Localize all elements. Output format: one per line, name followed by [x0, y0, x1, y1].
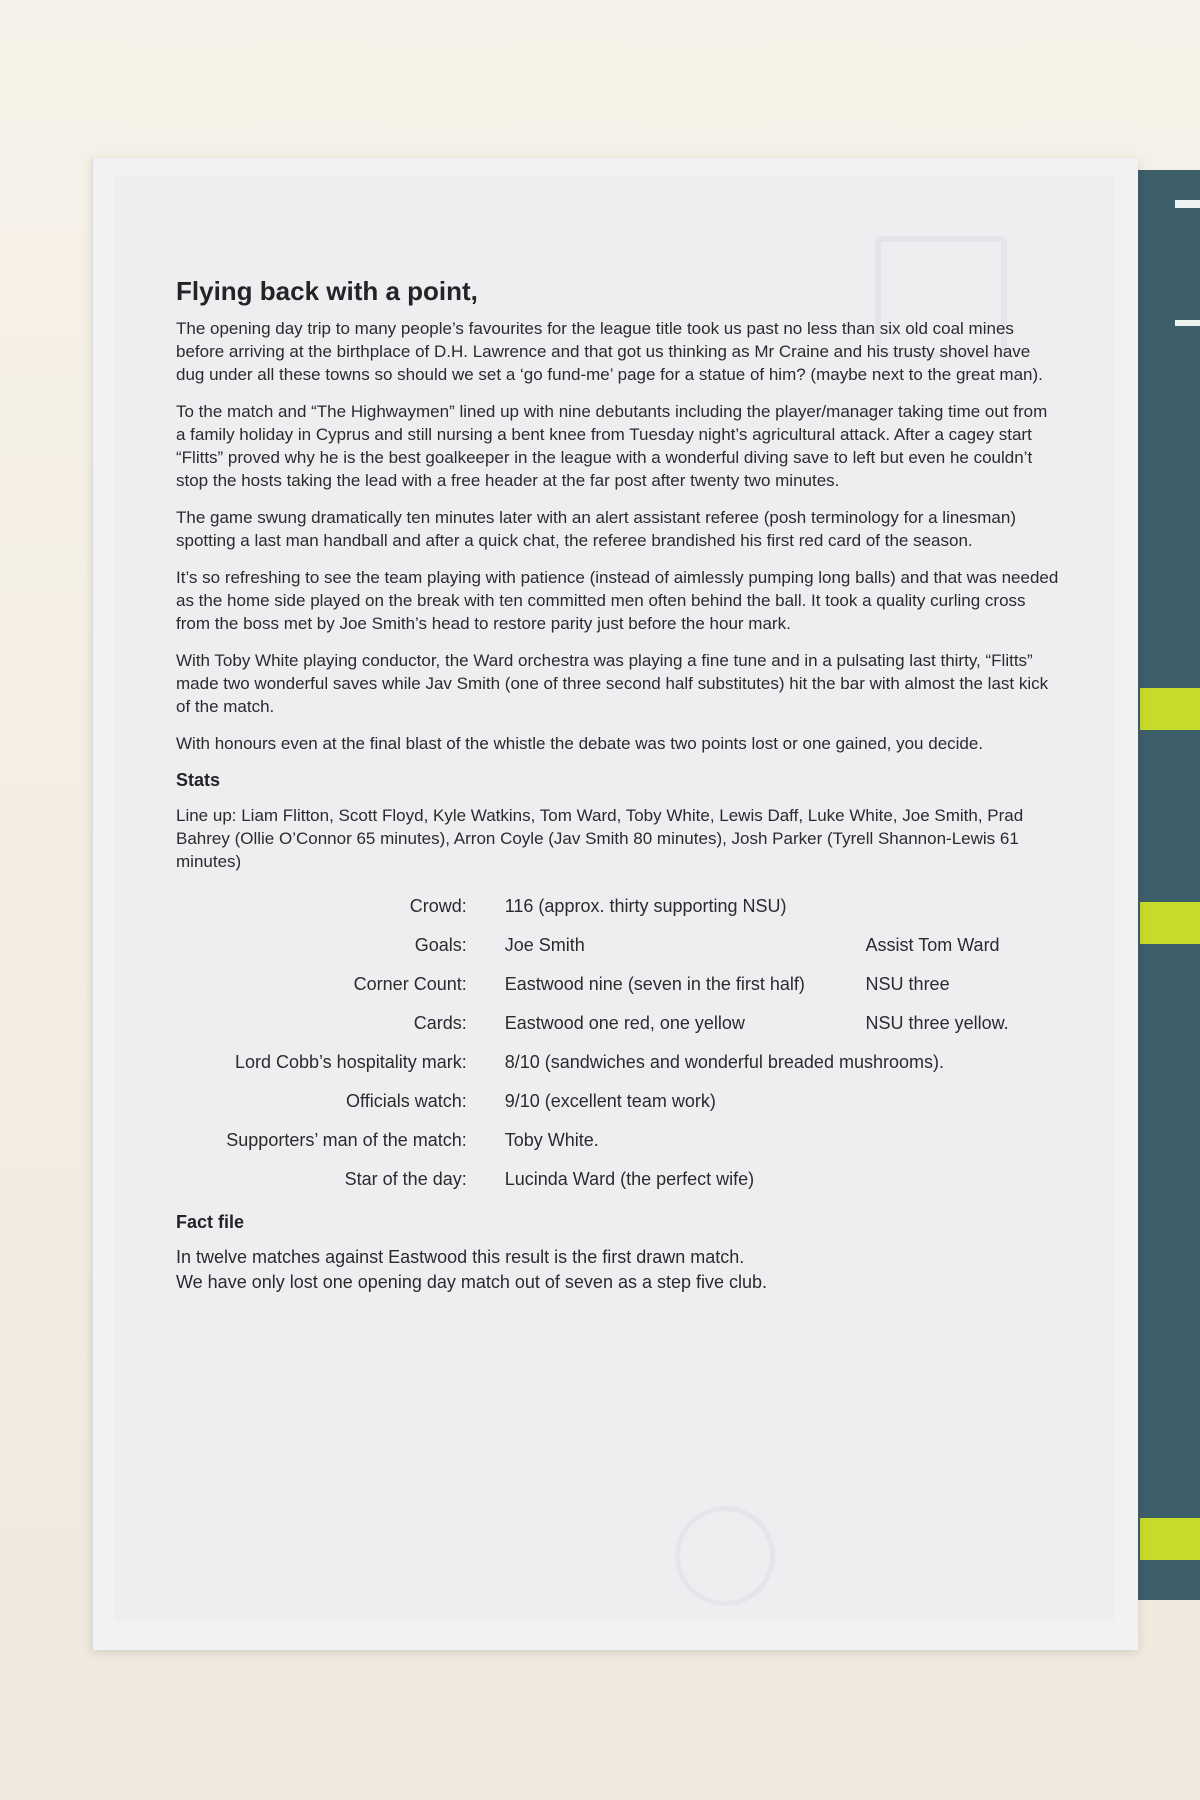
article-title: Flying back with a point,: [176, 276, 478, 306]
stat-label: Cards:: [413, 1013, 467, 1033]
stat-label: Goals:: [414, 935, 467, 955]
table-row: [176, 1121, 1061, 1160]
article-paragraph: It’s so refreshing to see the team playing with patience (instead of aimlessly pumping long balls) and that was needed as the home side played on the break with ten committed men often behind the ball. It took a quality curling cross from the boss met by Joe Smith’s head to restore parity just before the hour mark.: [176, 568, 1059, 633]
watermark-ball-graphic: [675, 1506, 775, 1606]
stat-extra: NSU three: [865, 974, 950, 994]
stat-label: Star of the day:: [344, 1169, 467, 1189]
stat-value: Joe Smith: [504, 935, 585, 955]
article-content: [176, 276, 1061, 1296]
facing-page-mark: [1175, 320, 1200, 326]
stat-extra: NSU three yellow.: [865, 1013, 1009, 1033]
stat-label: Crowd:: [409, 896, 467, 916]
article-paragraph: To the match and “The Highwaymen” lined up with nine debutants including the player/manager taking time out from a family holiday in Cyprus and still nursing a bent knee from Tuesday night’s agricultural attack. After a cagey start “Flitts” proved why he is the best goalkeeper in the league with a wonderful diving save to left but even he couldn’t stop the hosts taking the lead with a free header at the far post after twenty two minutes.: [176, 402, 1048, 490]
lineup-text: Line up: Liam Flitton, Scott Floyd, Kyle Watkins, Tom Ward, Toby White, Lewis Daff, Luke White, Joe Smith, Prad Bahrey (Ollie O’Connor 65 minutes), Arron Coyle (Jav Smith 80 minutes), Josh Parker (Tyrell Shannon-Lewis 61 minutes): [176, 806, 1024, 871]
table-row: [176, 1004, 1061, 1043]
stat-label: Corner Count:: [353, 974, 467, 994]
table-row: [176, 926, 1061, 965]
facing-page-yellow-band: [1140, 688, 1200, 730]
table-row: [176, 887, 1061, 926]
stat-extra: Assist Tom Ward: [865, 935, 1000, 955]
stat-value: Lucinda Ward (the perfect wife): [504, 1169, 755, 1189]
fact-file-heading: Fact file: [176, 1212, 245, 1232]
stat-value: 9/10 (excellent team work): [504, 1091, 716, 1111]
article-paragraph: With Toby White playing conductor, the Ward orchestra was playing a fine tune and in a pulsating last thirty, “Flitts” made two wonderful saves while Jav Smith (one of three second half substitutes) hit the bar with almost the last kick of the match.: [176, 651, 1049, 716]
facing-page-yellow-band: [1140, 902, 1200, 944]
fact-line: In twelve matches against Eastwood this result is the first drawn match.: [176, 1247, 745, 1267]
article-paragraph: With honours even at the final blast of the whistle the debate was two points lost or one gained, you decide.: [176, 734, 984, 753]
stat-label: Supporters’ man of the match:: [226, 1130, 467, 1150]
stat-label: Officials watch:: [346, 1091, 467, 1111]
stat-value: Eastwood nine (seven in the first half): [504, 974, 805, 994]
fact-line: We have only lost one opening day match out of seven as a step five club.: [176, 1272, 768, 1292]
stat-value: Toby White.: [504, 1130, 599, 1150]
stat-extra: [866, 887, 1061, 926]
stat-value: Eastwood one red, one yellow: [504, 1013, 745, 1033]
table-row: [176, 965, 1061, 1004]
stats-heading: Stats: [176, 770, 221, 790]
article-paragraph: The game swung dramatically ten minutes later with an alert assistant referee (posh terminology for a linesman) spotting a last man handball and after a quick chat, the referee brandished his first red card of the season.: [176, 508, 1016, 550]
stats-table: [176, 887, 1061, 1199]
stat-value: 116 (approx. thirty supporting NSU): [504, 896, 787, 916]
fact-file: [176, 1211, 1061, 1294]
table-row: [176, 1043, 1061, 1082]
stat-label: Lord Cobb’s hospitality mark:: [234, 1052, 467, 1072]
stat-value: 8/10 (sandwiches and wonderful breaded mushrooms).: [504, 1052, 944, 1072]
article-paragraph: The opening day trip to many people’s favourites for the league title took us past no less than six old coal mines before arriving at the birthplace of D.H. Lawrence and that got us thinking as Mr Craine and his trusty shovel have dug under all these towns so should we set a ‘go fund-me’ page for a statue of him? (maybe next to the great man).: [176, 319, 1043, 384]
facing-page-yellow-band: [1140, 1518, 1200, 1560]
table-row: [176, 1082, 1061, 1121]
table-row: [176, 1160, 1061, 1199]
facing-page-mark: [1175, 200, 1200, 208]
